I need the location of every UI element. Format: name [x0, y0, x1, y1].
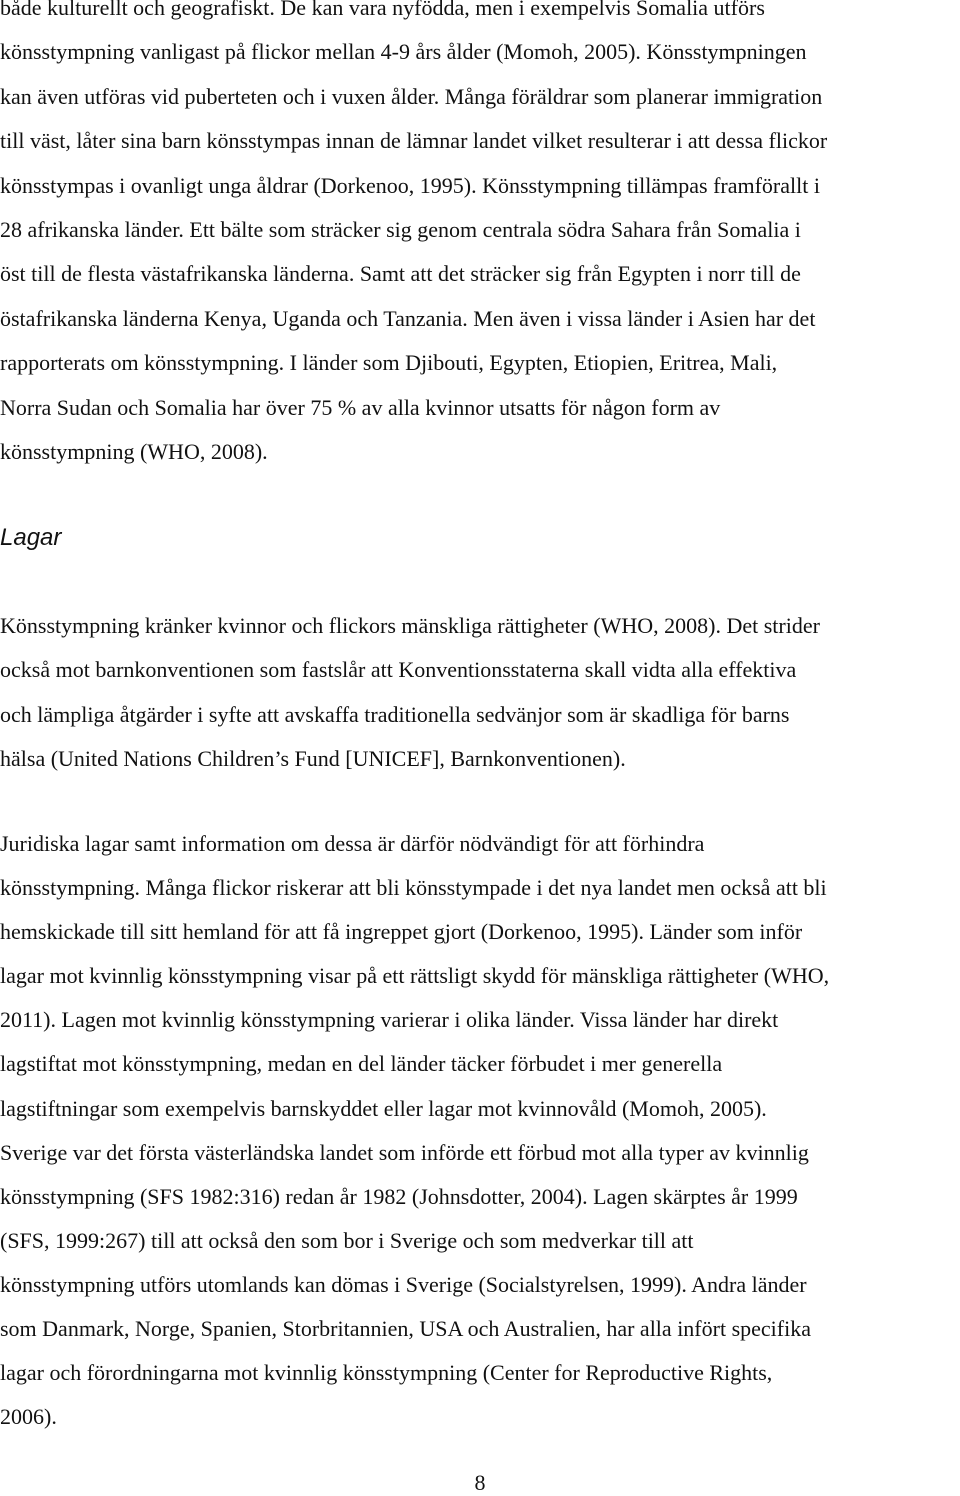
text-line: könsstympning. Många flickor riskerar att bli könsstympade i det nya landet men också att bli	[0, 875, 827, 901]
section-heading: Lagar	[0, 524, 62, 551]
text-line: hemskickade till sitt hemland för att få ingreppet gjort (Dorkenoo, 1995). Länder som inför	[0, 919, 803, 945]
text-line: lagar mot kvinnlig könsstympning visar på ett rättsligt skydd för mänskliga rättigheter (WHO,	[0, 963, 830, 989]
text-line: könsstympas i ovanligt unga åldrar (Dorkenoo, 1995). Könsstympning tillämpas framförallt i	[0, 172, 820, 198]
text-line: 2006).	[0, 1404, 57, 1430]
text-line: som Danmark, Norge, Spanien, Storbritannien, USA och Australien, har alla infört specifika	[0, 1316, 811, 1342]
page-number: 8	[474, 1470, 486, 1495]
text-line: lagstiftningar som exempelvis barnskyddet eller lagar mot kvinnovåld (Momoh, 2005).	[0, 1095, 767, 1121]
text-line: lagar och förordningarna mot kvinnlig könsstympning (Center for Reproductive Rights,	[0, 1360, 773, 1386]
text-line: (SFS, 1999:267) till att också den som bor i Sverige och som medverkar till att	[0, 1227, 694, 1253]
paragraph-prevalence	[0, 0, 960, 474]
text-line: lagstiftat mot könsstympning, medan en del länder täcker förbudet i mer generella	[0, 1051, 723, 1077]
text-line: hälsa (United Nations Children’s Fund [UNICEF], Barnkonventionen).	[0, 746, 626, 772]
text-line: både kulturellt och geografiskt. De kan vara nyfödda, men i exempelvis Somalia utförs	[0, 0, 765, 20]
text-line: könsstympning utförs utomlands kan dömas i Sverige (Socialstyrelsen, 1999). Andra länder	[0, 1271, 807, 1297]
text-line: könsstympning (SFS 1982:316) redan år 1982 (Johnsdotter, 2004). Lagen skärptes år 1999	[0, 1183, 798, 1209]
text-line: Sverige var det första västerländska landet som införde ett förbud mot alla typer av kvinnlig	[0, 1139, 809, 1165]
text-line: också mot barnkonventionen som fastslår att Konventionsstaterna skall vidta alla effektiva	[0, 657, 797, 683]
text-line: och lämpliga åtgärder i syfte att avskaffa traditionella sedvänjor som är skadliga för barns	[0, 701, 790, 727]
text-line: könsstympning vanligast på flickor mellan 4-9 års ålder (Momoh, 2005). Könsstympningen	[0, 39, 807, 65]
text-line: 2011). Lagen mot kvinnlig könsstympning varierar i olika länder. Vissa länder har direkt	[0, 1007, 779, 1033]
text-line: kan även utföras vid puberteten och i vuxen ålder. Många föräldrar som planerar immigration	[0, 83, 823, 109]
text-line: östafrikanska länderna Kenya, Uganda och Tanzania. Men även i vissa länder i Asien har det	[0, 305, 816, 331]
text-line: öst till de flesta västafrikanska länderna. Samt att det sträcker sig från Egypten i norr till de	[0, 261, 801, 287]
text-line: Juridiska lagar samt information om dessa är därför nödvändigt för att förhindra	[0, 831, 705, 856]
text-line: Norra Sudan och Somalia har över 75 % av alla kvinnor utsatts för någon form av	[0, 394, 721, 420]
text-line: rapporterats om könsstympning. I länder som Djibouti, Egypten, Etiopien, Eritrea, Mali,	[0, 350, 778, 376]
text-line: Könsstympning kränker kvinnor och flickors mänskliga rättigheter (WHO, 2008). Det strider	[0, 613, 820, 638]
text-line: könsstympning (WHO, 2008).	[0, 438, 268, 464]
paragraph-laws	[0, 822, 960, 1439]
text-line: till väst, låter sina barn könsstympas innan de lämnar landet vilket resulterar i att dessa flickor	[0, 128, 828, 154]
text-line: 28 afrikanska länder. Ett bälte som sträcker sig genom centrala södra Sahara från Somalia i	[0, 216, 801, 242]
paragraph-rights	[0, 604, 960, 782]
